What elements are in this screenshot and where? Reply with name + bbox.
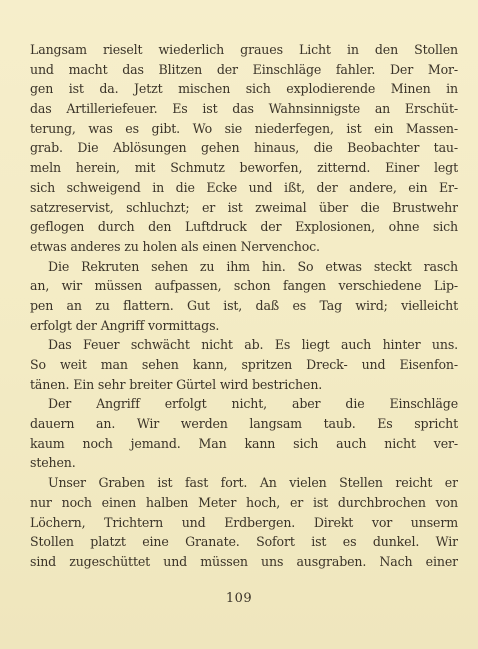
text-line: tänen. Ein sehr breiter Gürtel wird bestrichen. xyxy=(30,376,323,392)
text-line: Die Rekruten sehen zu ihm hin. So etwas steckt rasch xyxy=(48,258,458,274)
paragraph-1 xyxy=(30,40,458,257)
text-line: erfolgt der Angriff vormittags. xyxy=(30,317,220,333)
paragraph-2 xyxy=(30,257,458,336)
body-text xyxy=(30,40,458,572)
text-line: gen ist da. Jetzt mischen sich explodierende Minen in xyxy=(30,81,458,97)
text-line: kaum noch jemand. Man kann sich auch nicht ver- xyxy=(30,435,458,451)
text-line: und macht das Blitzen der Einschläge fahler. Der Mor- xyxy=(30,61,458,77)
text-line: meln herein, mit Schmutz beworfen, zitternd. Einer legt xyxy=(30,160,458,176)
text-line: terung, was es gibt. Wo sie niederfegen, ist ein Massen- xyxy=(30,120,458,136)
text-line: Löchern, Trichtern und Erdbergen. Direkt vor unserm xyxy=(30,514,458,530)
text-line: Der Angriff erfolgt nicht, aber die Einschläge xyxy=(48,396,458,412)
paragraph-5 xyxy=(30,473,458,571)
text-line: satzreservist, schluchzt; er ist zweimal über die Brustwehr xyxy=(30,199,458,215)
text-line: dauern an. Wir werden langsam taub. Es spricht xyxy=(30,416,458,432)
text-line: grab. Die Ablösungen gehen hinaus, die Beobachter tau- xyxy=(30,140,458,156)
paragraph-3 xyxy=(30,335,458,394)
text-line: pen an zu flattern. Gut ist, daß es Tag wird; vielleicht xyxy=(30,297,458,313)
text-line: Stollen platzt eine Granate. Sofort ist es dunkel. Wir xyxy=(30,534,458,550)
text-line: Unser Graben ist fast fort. An vielen Stellen reicht er xyxy=(48,475,458,491)
text-line: Das Feuer schwächt nicht ab. Es liegt auch hinter uns. xyxy=(48,337,458,353)
text-line: So weit man sehen kann, spritzen Dreck- und Eisenfon- xyxy=(30,357,458,372)
text-line: sind zugeschüttet und müssen uns ausgraben. Nach einer xyxy=(30,553,458,569)
text-line: geflogen durch den Luftdruck der Explosionen, ohne sich xyxy=(30,219,458,235)
text-line: stehen. xyxy=(30,455,76,471)
page-number: 109 xyxy=(225,591,253,606)
text-line: das Artilleriefeuer. Es ist das Wahnsinnigste an Erschüt- xyxy=(30,101,458,117)
text-line: sich schweigend in die Ecke und ißt, der andere, ein Er- xyxy=(30,179,458,195)
text-line: nur noch einen halben Meter hoch, er ist durchbrochen von xyxy=(30,494,458,510)
text-line: an, wir müssen aufpassen, schon fangen verschiedene Lip- xyxy=(30,278,458,294)
text-line: etwas anderes zu holen als einen Nervenchoc. xyxy=(30,238,320,254)
text-line: Langsam rieselt wiederlich graues Licht in den Stollen xyxy=(30,42,458,57)
paragraph-4 xyxy=(30,394,458,473)
